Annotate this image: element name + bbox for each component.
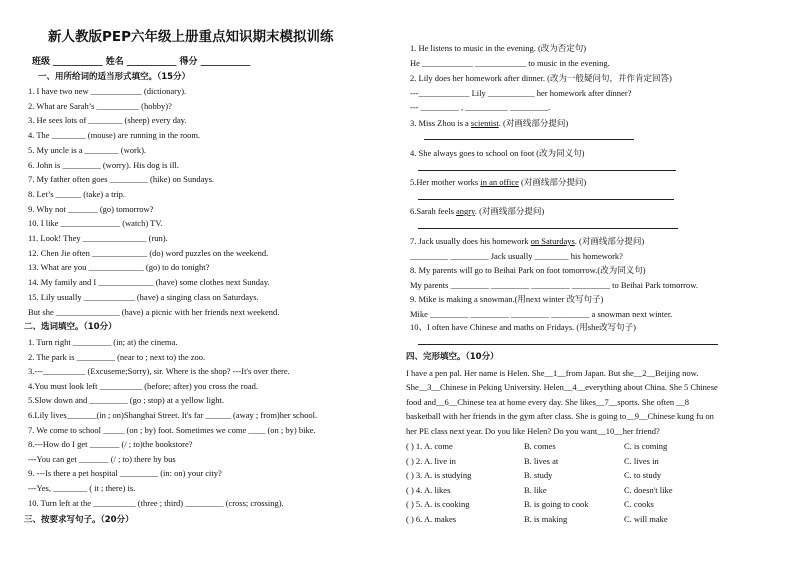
rewrite-answer[interactable]: ---____________ Lily ___________ her homework after dinner? (410, 88, 632, 98)
word-choice-item[interactable]: 5.Slow down and _________ (go ; stop) at a yellow light. (28, 395, 224, 406)
rewrite-question: 10、I often have Chinese and maths on Fridays. (用she改写句子) (410, 322, 636, 332)
passage-line: I have a pen pal. Her name is Helen. She__1__from Japan. But she__2__Beijing now. (406, 368, 699, 378)
fill-in-item[interactable]: 6. John is _________ (worry). His dog is ill. (28, 159, 179, 170)
option-a[interactable]: ( ) 5. A. is cooking (406, 499, 470, 509)
passage-line: basketball with her friends in the gym after class. She is going to__9__Chinese kung fu on (406, 411, 714, 422)
option-b[interactable]: B. comes (524, 441, 556, 451)
student-info-fields[interactable]: 班级 ___________ 姓名 ___________ 得分 ___________ (32, 57, 251, 67)
rewrite-question: 3. Miss Zhou is a scientist. (对画线部分提问) (410, 118, 569, 128)
rewrite-question: 1. He listens to music in the evening. (改为否定句) (410, 43, 587, 53)
passage-line: her PE class next year. Do you like Helen? Do you want__10__her friend? (406, 425, 660, 436)
rewrite-question: 7. Jack usually does his homework on Saturdays. (对画线部分提问) (410, 236, 645, 246)
fill-in-item[interactable]: 2. What are Sarah’s __________ (hobby)? (28, 100, 172, 111)
word-choice-item[interactable]: 4.You must look left __________ (before; after) you cross the road. (28, 380, 259, 391)
page-title: 新人教版PEP六年级上册重点知识期末模拟训练 (48, 29, 334, 45)
rewrite-answer[interactable]: Mike _________ _________ _________ _________ a snowman next winter. (410, 309, 673, 319)
word-choice-item[interactable]: 6.Lily lives_______(in ; on)Shanghai Street. It's far ______ (away ; from)her school. (28, 410, 318, 420)
option-b[interactable]: B. is going to cook (524, 499, 589, 509)
passage-line: food and__6__Chinese tea at home every day. She likes__7__sports. She often __8 (406, 396, 689, 407)
fill-in-item[interactable]: 5. My uncle is a ________ (work). (28, 144, 147, 155)
fill-in-item[interactable]: 8. Let’s ______ (take) a trip. (28, 188, 126, 199)
fill-in-item[interactable]: 1. I have two new ____________ (dictionary). (28, 86, 187, 96)
section-1-heading: 一、用所给词的适当形式填空。（15分） (38, 72, 191, 82)
rewrite-question: 2. Lily does her homework after dinner. (改为一般疑问句，并作肯定回答) (410, 73, 672, 83)
option-c[interactable]: C. cooks (624, 499, 654, 509)
word-choice-item[interactable]: 8.---How do I get _______ (/ ; to)the bookstore? (28, 439, 193, 450)
option-a[interactable]: ( ) 3. A. is studying (406, 470, 472, 480)
option-c[interactable]: C. lives in (624, 455, 659, 466)
section-3-heading: 三、按要求写句子。（20分） (24, 515, 134, 525)
fill-in-item[interactable]: 3. He sees lots of ________ (sheep) every day. (28, 115, 187, 126)
section-2-heading: 二、选词填空。（10分） (24, 322, 117, 332)
option-c[interactable]: C. doesn't like (624, 484, 673, 495)
option-c[interactable]: C. will make (624, 513, 668, 524)
fill-in-item[interactable]: 11. Look! They _______________ (run). (28, 233, 168, 243)
option-c[interactable]: C. is coming (624, 441, 668, 451)
option-b[interactable]: B. lives at (524, 455, 559, 466)
option-b[interactable]: B. study (524, 470, 553, 480)
answer-line[interactable] (418, 170, 676, 171)
option-c[interactable]: C. to study (624, 470, 662, 480)
rewrite-answer[interactable]: He ____________ ____________ to music in the evening. (410, 58, 610, 68)
word-choice-item[interactable]: 2. The park is _________ (near to ; next to) the zoo. (28, 351, 206, 362)
word-choice-item[interactable]: 1. Turn right _________ (in; at) the cinema. (28, 337, 178, 347)
word-choice-item[interactable]: 9. ---Is there a pet hospital _________ (in: on) your city? (28, 468, 222, 479)
rewrite-question: 9. Mike is making a snowman.(用next winter 改写句子) (410, 294, 604, 304)
answer-line[interactable] (418, 344, 718, 345)
fill-in-item[interactable]: 4. The ________ (mouse) are running in the room. (28, 130, 201, 141)
word-choice-item[interactable]: 7. We come to school _____ (on ; by) foot. Sometimes we come ____ (on ; by) bike. (28, 424, 316, 435)
option-a[interactable]: ( ) 4. A. likes (406, 484, 451, 495)
fill-in-item[interactable]: 15. Lily usually ____________ (have) a singing class on Saturdays. (28, 291, 259, 302)
fill-in-item[interactable]: 10. I like ______________ (watch) TV. (28, 218, 163, 229)
rewrite-answer[interactable]: _________ _________ Jack usually ________ his homework? (410, 251, 623, 261)
fill-in-item[interactable]: But she _______________ (have) a picnic with her friends next weekend. (28, 306, 280, 317)
fill-in-item[interactable]: 12. Chen Jie often _____________ (do) word puzzles on the weekend. (28, 247, 269, 258)
rewrite-question: 4. She always goes to school on foot (改为同义句) (410, 148, 585, 158)
word-choice-item[interactable]: 10. Turn left at the __________ (three ; third) _________ (cross; crossing). (28, 497, 284, 508)
option-b[interactable]: B. like (524, 484, 547, 495)
passage-line: She__3__Chinese in Peking University. Helen__4__everything about China. She 5 Chinese (406, 382, 718, 393)
word-choice-item[interactable]: ---Yes, ________ ( it ; there) is. (28, 483, 136, 493)
fill-in-item[interactable]: 14. My family and I _____________ (have) some clothes next Sunday. (28, 277, 270, 288)
fill-in-item[interactable]: 9. Why not _______ (go) tomorrow? (28, 203, 154, 214)
option-a[interactable]: ( ) 6. A. makes (406, 513, 457, 524)
rewrite-question: 8. My parents will go to Beihai Park on foot tomorrow.(改为同义句) (410, 265, 646, 275)
option-b[interactable]: B. is making (524, 513, 568, 524)
section-4-heading: 四、完形填空。（10分） (406, 352, 499, 362)
option-a[interactable]: ( ) 1. A. come (406, 441, 453, 451)
rewrite-question: 5.Her mother works in an office (对画线部分提问) (410, 177, 587, 187)
answer-line[interactable] (418, 228, 678, 229)
word-choice-item[interactable]: 3.---__________ (Excuseme;Sorry), sir. Where is the shop? ---It's over there. (28, 366, 290, 377)
rewrite-answer[interactable]: My parents _________ _________ _________ _________ to Beihai Park tomorrow. (410, 280, 698, 290)
fill-in-item[interactable]: 13. What are you _____________ (go) to do tonight? (28, 262, 210, 273)
option-a[interactable]: ( ) 2. A. live in (406, 455, 456, 466)
answer-line[interactable] (424, 139, 634, 140)
answer-line[interactable] (418, 199, 674, 200)
fill-in-item[interactable]: 7. My father often goes _________ (hike) on Sundays. (28, 174, 215, 185)
rewrite-answer[interactable]: --- _________ , __________ _________. (410, 102, 551, 112)
rewrite-question: 6.Sarah feels angry. (对画线部分提问) (410, 206, 545, 216)
word-choice-item[interactable]: ---You can get _______ (/ ; to) there by bus (28, 453, 176, 464)
